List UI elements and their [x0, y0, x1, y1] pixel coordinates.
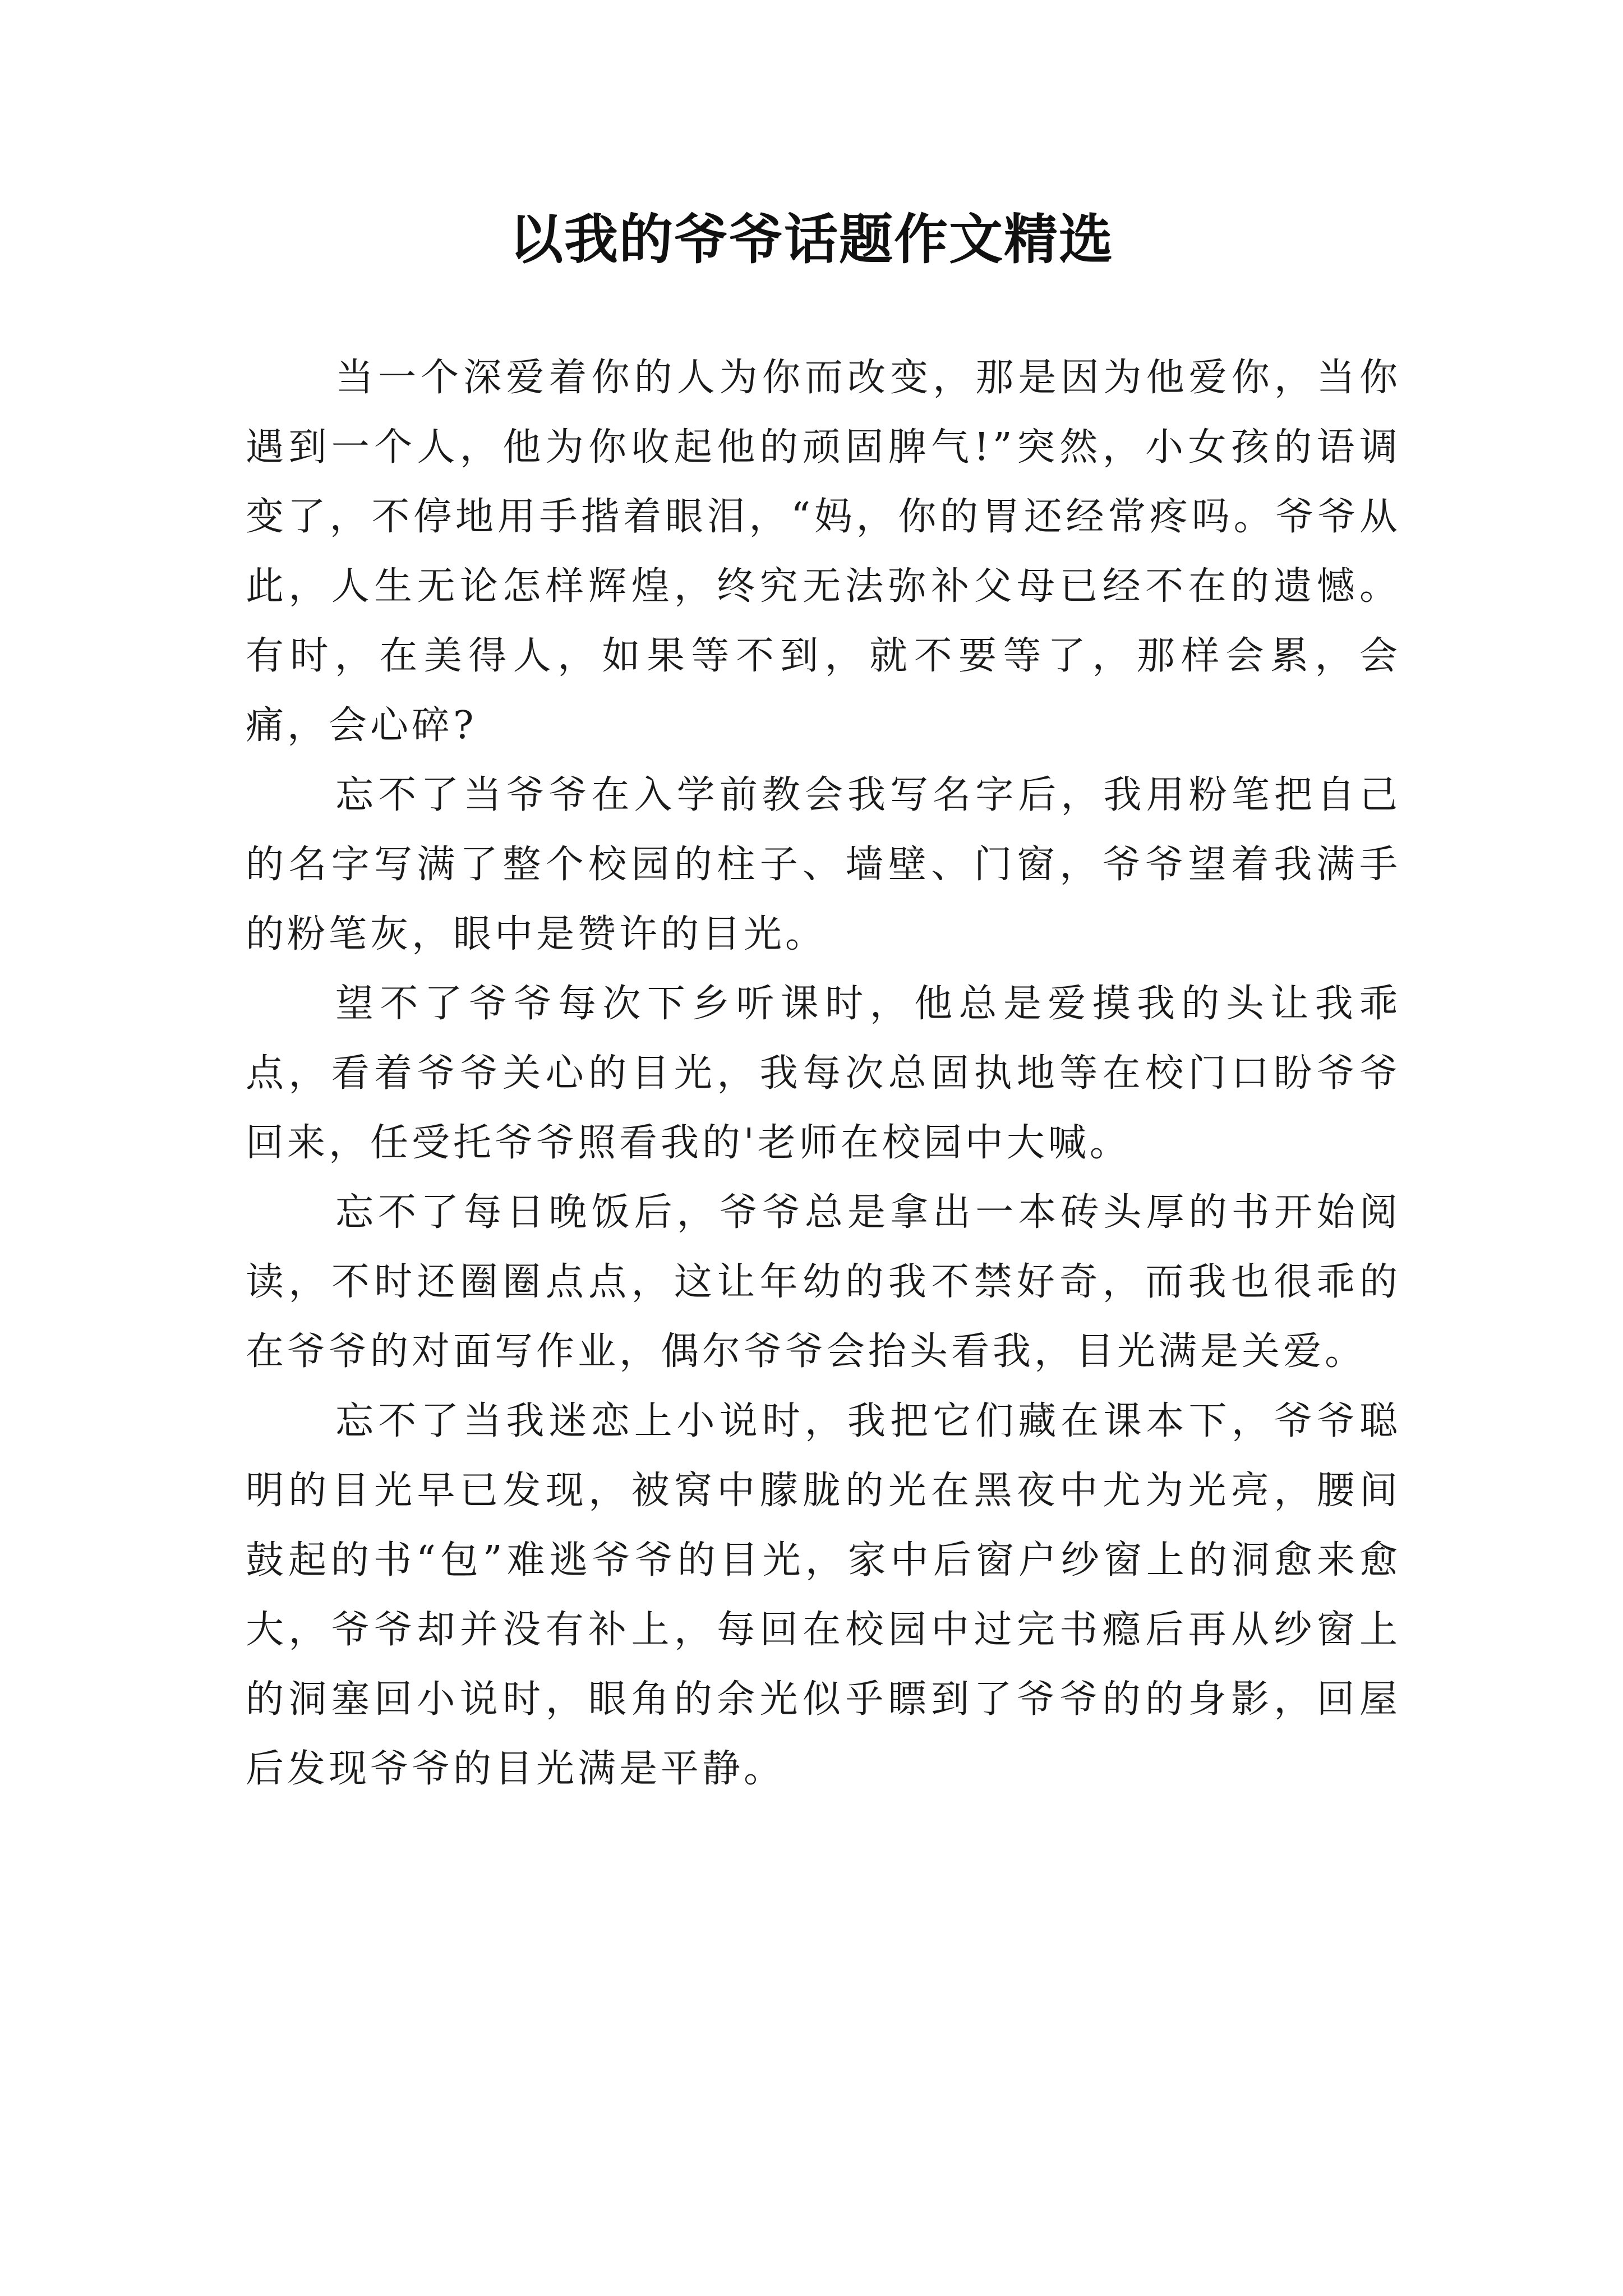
document-title: 以我的爷爷话题作文精选 — [509, 208, 1114, 271]
document-body — [246, 343, 1401, 1804]
paragraph-5: 忘不了当我迷恋上小说时，我把它们藏在课本下，爷爷聪明的目光早已发现，被窝中朦胧的光在黑夜中尤为光亮，腰间鼓起的书“包”难逃爷爷的目光，家中后窗户纱窗上的洞愈来愈大，爷爷却并没有补上，每回在校园中过完书瘾后再从纱窗上的洞塞回小说时，眼角的余光似乎瞟到了爷爷的的身影，回屋后发现爷爷的目光满是平静。 — [246, 1399, 1401, 1791]
paragraph-3: 望不了爷爷每次下乡听课时，他总是爱摸我的头让我乖点，看着爷爷关心的目光，我每次总固执地等在校门口盼爷爷回来，任受托爷爷照看我的'老师在校园中大喊。 — [246, 982, 1401, 1165]
paragraph-1: 当一个深爱着你的人为你而改变，那是因为他爱你，当你遇到一个人，他为你收起他的顽固脾气!”突然，小女孩的语调变了，不停地用手揩着眼泪，“妈，你的胃还经常疼吗。爷爷从此，人生无论怎样辉煌，终究无法弥补父母已经不在的遗憾。 有时，在美得人，如果等不到，就不要等了，那样会累，会痛，会心碎? — [246, 356, 1401, 748]
paragraph-4: 忘不了每日晚饭后，爷爷总是拿出一本砖头厚的书开始阅读，不时还圈圈点点，这让年幼的我不禁好奇，而我也很乖的在爷爷的对面写作业，偶尔爷爷会抬头看我，目光满是关爱。 — [246, 1190, 1401, 1374]
paragraph-2: 忘不了当爷爷在入学前教会我写名字后，我用粉笔把自己的名字写满了整个校园的柱子、墙壁、门窗，爷爷望着我满手的粉笔灰，眼中是赞许的目光。 — [246, 773, 1401, 956]
